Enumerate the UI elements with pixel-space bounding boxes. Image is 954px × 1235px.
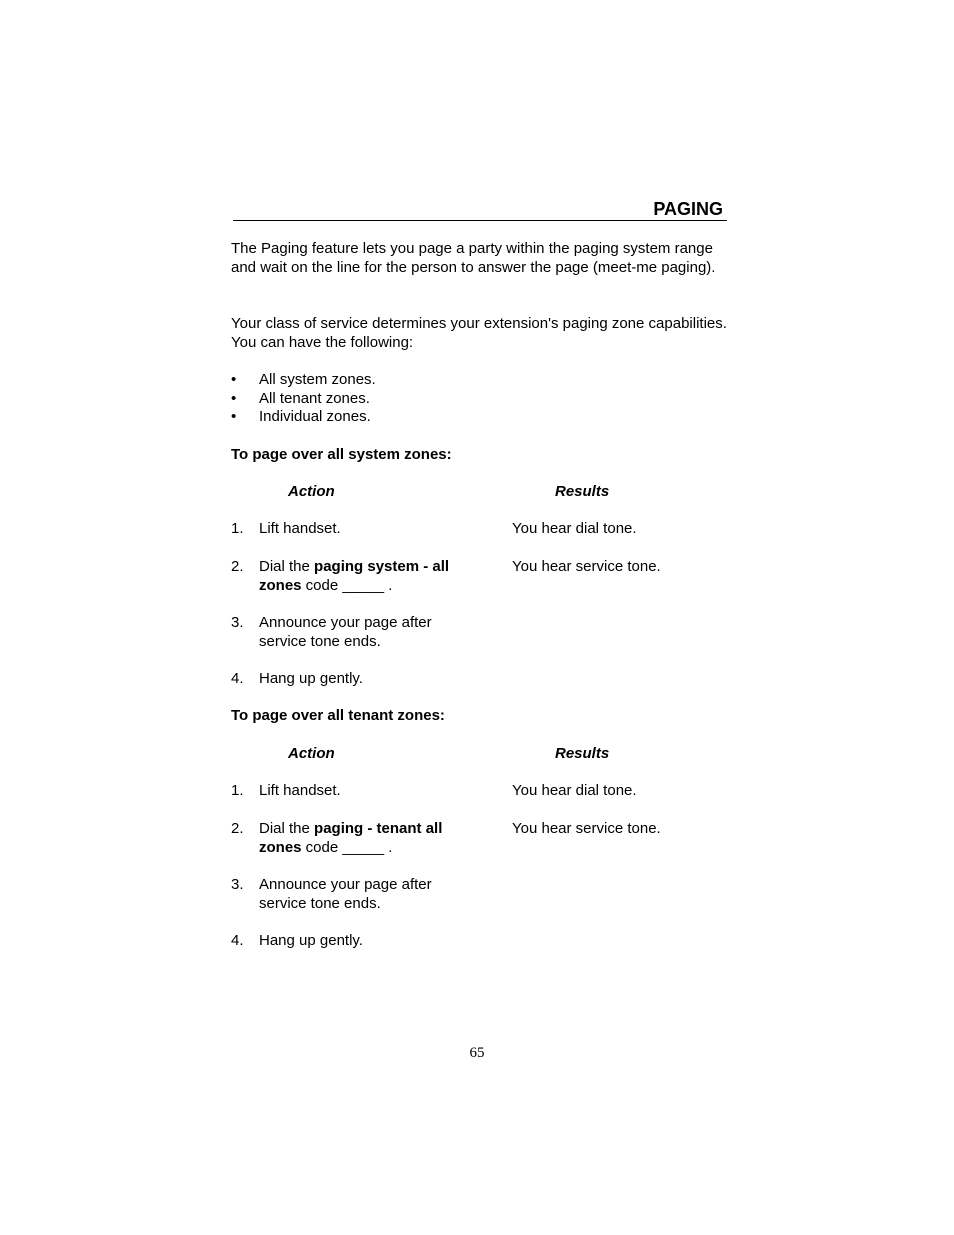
bullet-icon: •: [231, 389, 237, 407]
results-column-header: Results: [555, 745, 610, 762]
step-action: Hang up gently.: [259, 932, 363, 949]
list-item-text: All tenant zones.: [259, 389, 370, 407]
step-number: 4.: [231, 670, 244, 687]
step-action: Lift handset.: [259, 520, 341, 537]
step-action: Announce your page after service tone ends.: [259, 614, 432, 650]
action-column-header: Action: [288, 745, 335, 762]
page-title: PAGING: [653, 199, 723, 219]
page-number: 65: [469, 1045, 485, 1061]
step-number: 2.: [231, 558, 244, 575]
intro-paragraph-1: The Paging feature lets you page a party within the paging system range and wait on the line for the person to answer the page (meet-me paging).: [231, 240, 716, 276]
step-action: Dial the paging - tenant all zones code _____ .: [259, 820, 443, 856]
section-heading-tenant: To page over all tenant zones:: [231, 707, 445, 724]
intro-paragraph-2: Your class of service determines your extension's paging zone capabilities. You can have the following:: [231, 315, 727, 351]
section-heading-system: To page over all system zones:: [231, 446, 452, 463]
results-column-header: Results: [555, 483, 610, 500]
step-action: Lift handset.: [259, 782, 341, 799]
step-result: You hear dial tone.: [512, 782, 637, 799]
list-item-text: Individual zones.: [259, 408, 371, 425]
title-rule: [233, 220, 727, 221]
action-column-header: Action: [288, 483, 335, 500]
bullet-icon: •: [231, 408, 237, 425]
list-item: [231, 390, 376, 409]
step-number: 3.: [231, 614, 244, 631]
list-item-text: All system zones.: [259, 371, 376, 388]
bullet-icon: •: [231, 371, 237, 388]
step-action: Dial the paging system - all zones code _____ .: [259, 558, 450, 594]
step-number: 3.: [231, 876, 244, 893]
step-number: 1.: [231, 782, 244, 799]
list-item: [231, 371, 376, 390]
step-action: Announce your page after service tone ends.: [259, 876, 432, 912]
step-result: You hear dial tone.: [512, 520, 637, 537]
step-number: 1.: [231, 520, 244, 537]
step-result: You hear service tone.: [512, 558, 661, 575]
step-number: 4.: [231, 932, 244, 949]
list-item: [231, 408, 376, 427]
step-action: Hang up gently.: [259, 670, 363, 687]
step-number: 2.: [231, 820, 244, 837]
step-result: You hear service tone.: [512, 820, 661, 837]
zone-list: [231, 371, 376, 427]
